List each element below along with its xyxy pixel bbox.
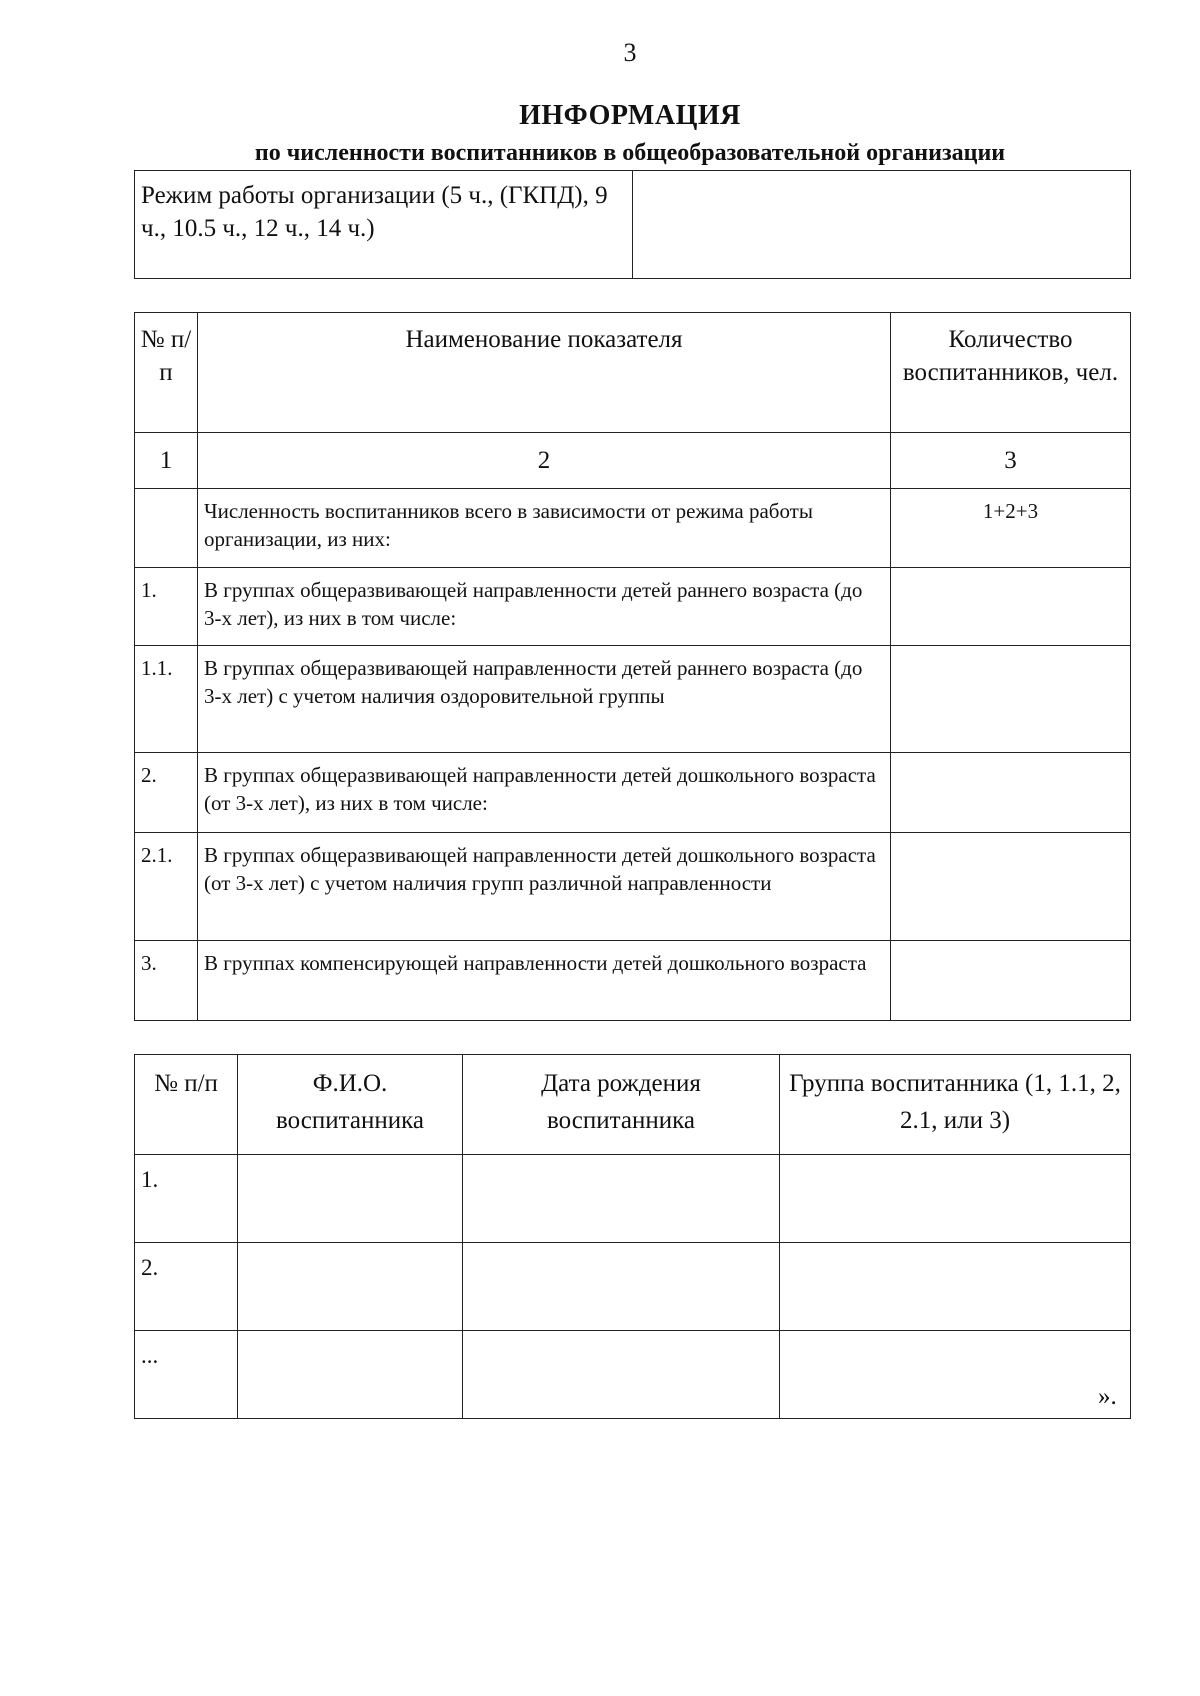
document-subtitle: по численности воспитанников в общеобразовательной организации — [254, 140, 1006, 166]
header-number: № п/п — [135, 313, 198, 433]
row-number: 2. — [135, 1243, 238, 1331]
work-mode-value[interactable] — [633, 171, 1131, 279]
row-count-cell[interactable] — [891, 833, 1131, 941]
fio-cell[interactable] — [238, 1331, 463, 1419]
page-number: 3 — [623, 38, 637, 67]
row-number: ... — [135, 1331, 238, 1419]
column-number: 1 — [135, 433, 198, 489]
table-row — [135, 1155, 1131, 1243]
row-number: 2.1. — [135, 833, 198, 941]
header-birth-date: Дата рождения воспитанника — [463, 1055, 780, 1155]
work-mode-table — [134, 170, 1131, 279]
birth-date-cell[interactable] — [463, 1155, 780, 1243]
birth-date-cell[interactable] — [463, 1331, 780, 1419]
group-cell[interactable] — [780, 1155, 1131, 1243]
fio-cell[interactable] — [238, 1155, 463, 1243]
group-cell[interactable] — [780, 1331, 1131, 1419]
row-number: 3. — [135, 941, 198, 1021]
row-count-cell[interactable] — [891, 568, 1131, 646]
header-pupil-count: Количество воспитанников, чел. — [891, 313, 1131, 433]
table-row — [135, 489, 1131, 568]
column-number: 3 — [891, 433, 1131, 489]
table-row — [135, 1243, 1131, 1331]
indicator-header-row — [135, 313, 1131, 433]
row-number: 1. — [135, 1155, 238, 1243]
pupil-header-row — [135, 1055, 1131, 1155]
birth-date-cell[interactable] — [463, 1243, 780, 1331]
header-group: Группа воспитанника (1, 1.1, 2, 2.1, или 3) — [780, 1055, 1131, 1155]
table-row — [135, 753, 1131, 833]
row-number: 1. — [135, 568, 198, 646]
row-indicator-name: В группах общеразвивающей направленности детей раннего возраста (до 3-х лет) с учетом наличия оздоровительной группы — [198, 646, 891, 753]
row-count-cell[interactable] — [891, 646, 1131, 753]
indicator-table — [134, 312, 1131, 1021]
table-row — [135, 646, 1131, 753]
row-count-cell[interactable]: 1+2+3 — [891, 489, 1131, 568]
row-count-cell[interactable] — [891, 941, 1131, 1021]
row-number: 1.1. — [135, 646, 198, 753]
row-indicator-name: В группах общеразвивающей направленности детей дошкольного возраста (от 3-х лет), из них в том числе: — [198, 753, 891, 833]
work-mode-label: Режим работы организации (5 ч., (ГКПД), 9 ч., 10.5 ч., 12 ч., 14 ч.) — [135, 171, 633, 279]
header-number: № п/п — [135, 1055, 238, 1155]
column-number-row — [135, 433, 1131, 489]
closing-quote: ». — [1098, 1383, 1117, 1410]
work-mode-row — [135, 171, 1131, 279]
header-fio: Ф.И.О. воспитанника — [238, 1055, 463, 1155]
row-indicator-name: Численность воспитанников всего в зависимости от режима работы организации, из них: — [198, 489, 891, 568]
fio-cell[interactable] — [238, 1243, 463, 1331]
table-row — [135, 833, 1131, 941]
header-indicator-name: Наименование показателя — [198, 313, 891, 433]
table-row — [135, 941, 1131, 1021]
document-title: ИНФОРМАЦИЯ — [519, 100, 741, 131]
column-number: 2 — [198, 433, 891, 489]
row-count-cell[interactable] — [891, 753, 1131, 833]
pupil-list-table — [134, 1054, 1131, 1419]
table-row — [135, 568, 1131, 646]
group-cell[interactable] — [780, 1243, 1131, 1331]
row-indicator-name: В группах общеразвивающей направленности детей дошкольного возраста (от 3-х лет) с учетом наличия групп различной направленности — [198, 833, 891, 941]
table-row — [135, 1331, 1131, 1419]
row-number — [135, 489, 198, 568]
row-indicator-name: В группах общеразвивающей направленности детей раннего возраста (до 3-х лет), из них в том числе: — [198, 568, 891, 646]
row-indicator-name: В группах компенсирующей направленности детей дошкольного возраста — [198, 941, 891, 1021]
row-number: 2. — [135, 753, 198, 833]
